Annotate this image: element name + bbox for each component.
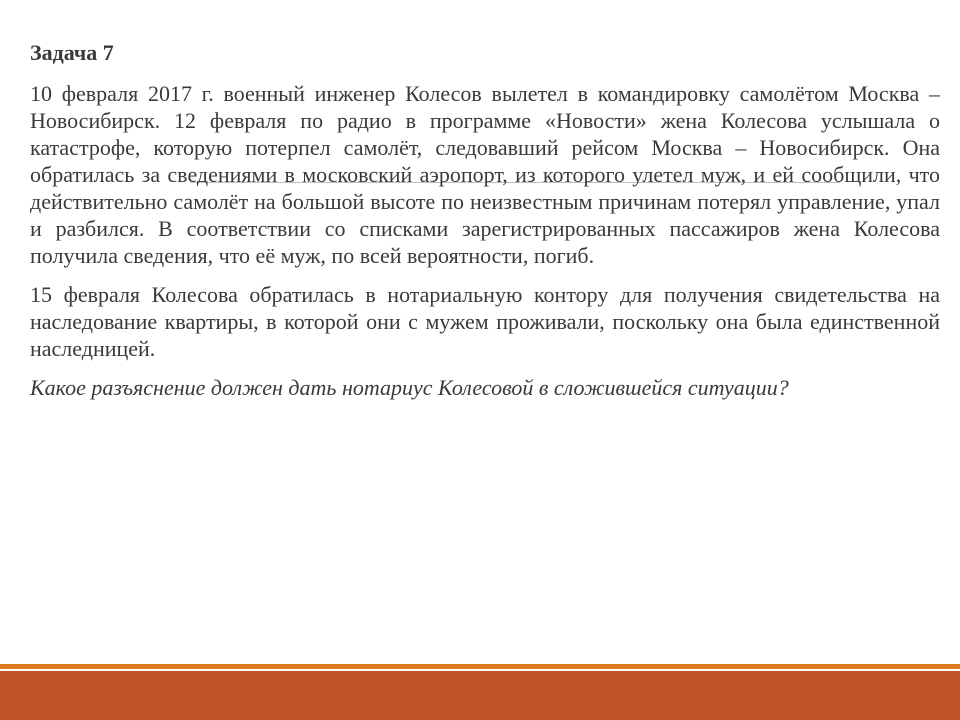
- task-question: Какое разъяснение должен дать нотариус Колесовой в сложившейся ситуации?: [30, 375, 789, 400]
- slide-content: [30, 40, 940, 413]
- footer-bar: [0, 671, 960, 720]
- task-title: Задача 7: [30, 40, 114, 65]
- footer-accent-stripe: [0, 664, 960, 669]
- task-paragraph-1: 10 февраля 2017 г. военный инженер Колесов вылетел в командировку самолётом Москва – Новосибирск. 12 февраля по радио в программе «Новости» жена Колесова услышала о катастрофе, которую потерпел самолёт, следовавший рейсом Москва – Новосибирск. Она обратилась за сведениями в московский аэропорт, из которого улетел муж, и ей сообщили, что действительно самолёт на большой высоте по неизвестным причинам потерял управление, упал и разбился. В соответствии со списками зарегистрированных пассажиров жена Колесова получила сведения, что её муж, по всей вероятности, погиб.: [30, 81, 940, 268]
- task-paragraph-2: 15 февраля Колесова обратилась в нотариальную контору для получения свидетельства на наследование квартиры, в которой они с мужем проживали, поскольку она была единственной наследницей.: [30, 282, 940, 361]
